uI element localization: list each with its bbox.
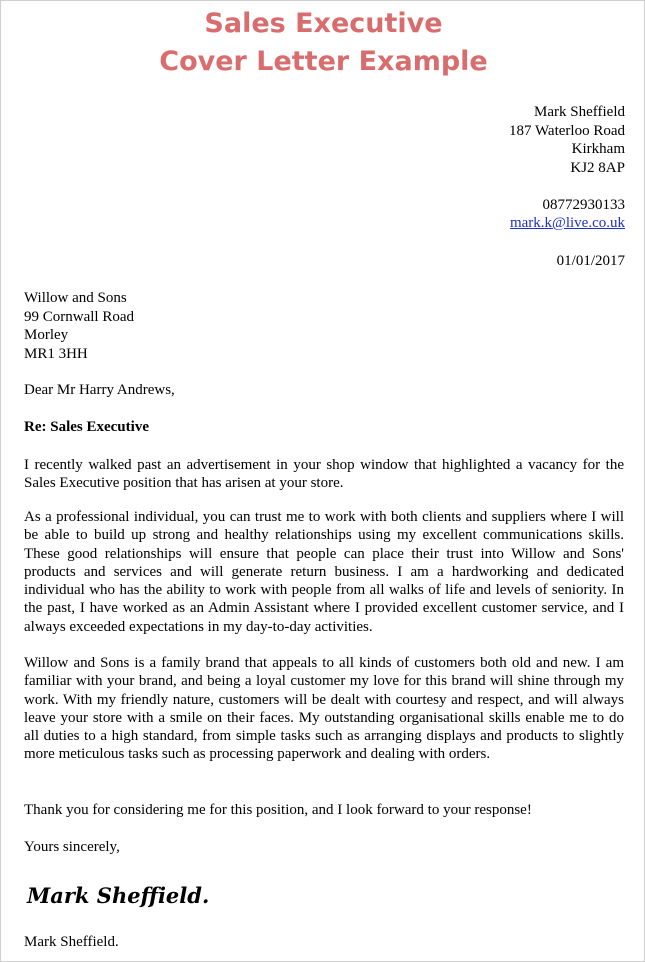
letter-date: 01/01/2017 — [556, 253, 625, 269]
body-paragraph-3: Willow and Sons is a family brand that appeals to all kinds of customers both old and new. I am familiar with your brand, and being a loyal customer my love for this brand will shine through my work. With my friendly nature, customers will be dealt with courtesy and respect, and will always leave your store with a smile on their faces. My outstanding organisational skills enable me to do all duties to a high standard, from simple tasks such as arranging displays and products to slightly more meticulous tasks such as processing paperwork and dealing with orders. — [24, 655, 624, 763]
typed-signature-name: Mark Sheffield. — [24, 934, 119, 950]
address-spacer — [509, 177, 625, 196]
recipient-company: Willow and Sons — [24, 290, 127, 306]
sender-phone: 08772930133 — [542, 196, 625, 213]
body-paragraph-1: I recently walked past an advertisement in your shop window that highlighted a vacancy for the Sales Executive position that has arisen at your store. — [24, 457, 624, 492]
body-paragraph-4: Thank you for considering me for this position, and I look forward to your response! — [24, 802, 532, 818]
sender-postcode: KJ2 8AP — [570, 159, 625, 176]
sender-address-block — [509, 103, 625, 233]
recipient-postcode: MR1 3HH — [24, 345, 88, 362]
signature-text: Mark Sheffield. — [27, 883, 210, 908]
recipient-town: Morley — [24, 327, 69, 343]
heading-line-2: Cover Letter Example — [159, 46, 488, 77]
subject-line: Re: Sales Executive — [24, 419, 149, 435]
sender-name: Mark Sheffield — [534, 104, 625, 120]
page-heading — [1, 5, 645, 81]
sender-email-link[interactable]: mark.k@live.co.uk — [509, 215, 625, 231]
body-paragraph-2: As a professional individual, you can trust me to work with both clients and suppliers where I will be able to build up strong and healthy relationships using my excellent communications skills. These good relationships will ensure that people can place their trust into Willow and Sons' products and services and will generate return business. I am a hardworking and dedicated individual who has the ability to work with people from all walks of life and levels of seniority. In the past, I have worked as an Admin Assistant where I provided excellent customer service, and I always exceeded expectations in my day-to-day activities. — [24, 509, 624, 635]
sender-town: Kirkham — [571, 141, 625, 157]
heading-line-1: Sales Executive — [204, 8, 443, 39]
recipient-street: 99 Cornwall Road — [24, 308, 134, 325]
handwritten-signature — [25, 873, 225, 915]
salutation: Dear Mr Harry Andrews, — [24, 382, 175, 398]
recipient-address-block — [24, 289, 134, 363]
closing-line: Yours sincerely, — [24, 839, 120, 855]
sender-street: 187 Waterloo Road — [509, 122, 625, 139]
